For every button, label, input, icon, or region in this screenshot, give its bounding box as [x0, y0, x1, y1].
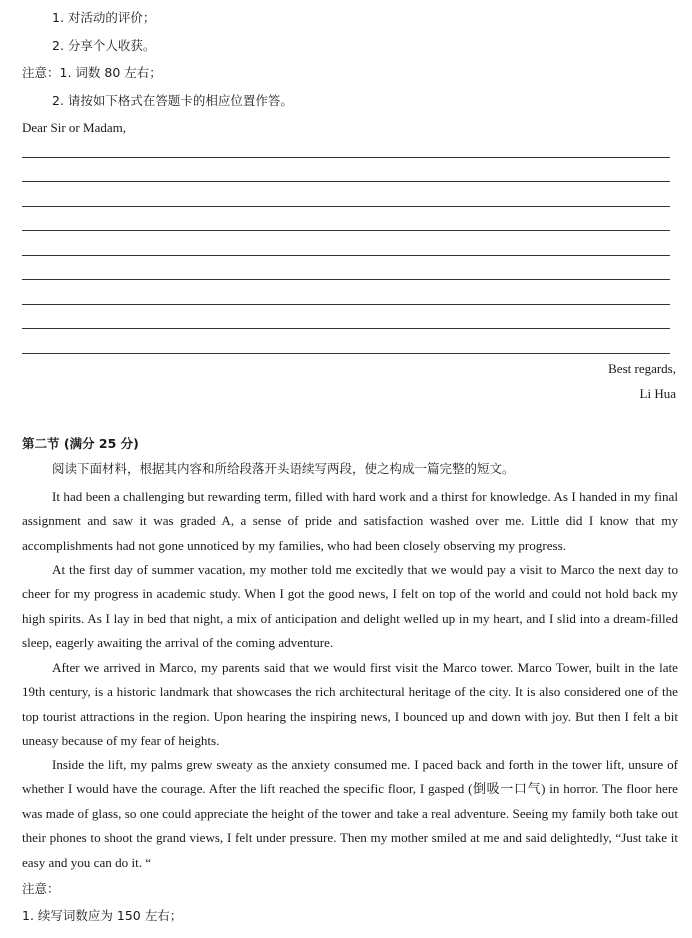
story-paragraph-1: It had been a challenging but rewarding term, filled with hard work and a thirst for knowledge. As I handed in my final assignment and saw it was graded A, a sense of pride and satisfaction washed over me. Little did I know that my accomplishments had not gone unnoticed by my families, who had been closely observing my progress. — [22, 489, 678, 553]
writing-line — [22, 206, 670, 207]
note-2: 2. 请按如下格式在答题卡的相应位置作答。 — [52, 93, 293, 108]
note-1: 1. 词数 80 左右； — [59, 65, 162, 80]
story-paragraph-3: After we arrived in Marco, my parents said that we would first visit the Marco tower. Marco Tower, built in the late 19th century, is a historic landmark that showcases the rich architectural heritage of the city. It is also considered one of the top tourist attractions in the region. Upon hearing the inspiring news, I bounced up and down with joy. But then I felt a bit uneasy because of my fear of heights. — [22, 660, 678, 749]
writing-line — [22, 181, 670, 182]
writing-line — [22, 328, 670, 329]
closing: Best regards, — [608, 361, 676, 376]
writing-line — [22, 304, 670, 305]
signature: Li Hua — [639, 386, 676, 401]
section-instruction: 阅读下面材料，根据其内容和所给段落开头语续写两段，使之构成一篇完整的短文。 — [52, 461, 515, 476]
writing-line — [22, 230, 670, 231]
note-line-1 — [22, 64, 162, 82]
salutation: Dear Sir or Madam, — [22, 120, 126, 135]
writing-line — [22, 157, 670, 158]
writing-line — [22, 353, 670, 354]
task-point-1: 1. 对活动的评价； — [52, 10, 156, 25]
story-paragraph-2: At the first day of summer vacation, my mother told me excitedly that we would pay a visit to Marco the next day to cheer for my progress in academic study. When I got the good news, I felt on top of the world and could not hold back my high spirits. As I lay in bed that night, a mix of anticipation and delight welled up in my heart, and I slid into a dream-filled sleep, eagerly awaiting the arrival of the coming adventure. — [22, 562, 678, 651]
section-note-1: 1. 续写词数应为 150 左右； — [22, 908, 183, 923]
task-point-2: 2. 分享个人收获。 — [52, 38, 156, 53]
section-heading: 第二节 (满分 25 分) — [22, 436, 139, 451]
note-label: 注意： — [22, 65, 60, 80]
writing-line — [22, 255, 670, 256]
writing-line — [22, 279, 670, 280]
story-paragraph-4: Inside the lift, my palms grew sweaty as the anxiety consumed me. I paced back and forth in the tower lift, unsure of whether I would have the courage. After the lift reached the specific floor, I gasped (倒吸一口气) in horror. The floor here was made of glass, so one could appreciate the height of the tower and take a real adventure. Seeing my family both take out their phones to shoot the grand views, I felt under pressure. Then my mother smiled at me and said delightedly, “Just take it easy and you can do it. “ — [22, 757, 678, 870]
section-note-label: 注意： — [22, 881, 60, 896]
